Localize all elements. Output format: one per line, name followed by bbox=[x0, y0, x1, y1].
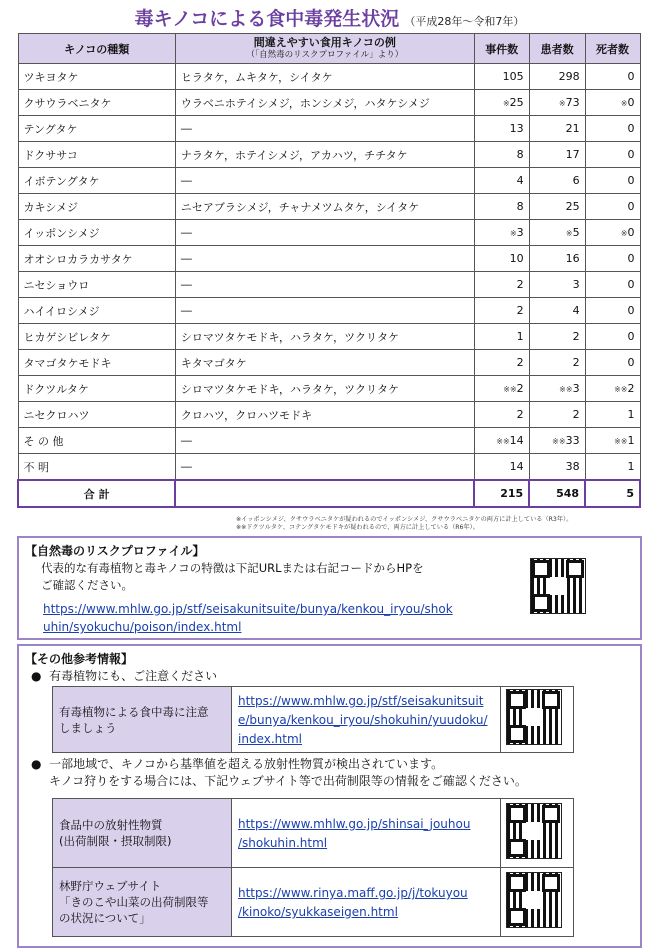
species-cell: 不 明 bbox=[18, 454, 175, 481]
table-row bbox=[18, 64, 640, 90]
asterisk-mark: ※※ bbox=[552, 437, 566, 446]
poisoning-table bbox=[17, 33, 641, 508]
species-cell: ツキヨタケ bbox=[18, 64, 175, 90]
table-row bbox=[18, 220, 640, 246]
patients-cell: 4 bbox=[529, 298, 585, 324]
cases-cell: 2 bbox=[474, 298, 529, 324]
cases-cell: 2 bbox=[474, 402, 529, 428]
header-deaths: 死者数 bbox=[585, 34, 640, 64]
header-confused: 間違えやすい食用キノコの例 （「自然毒のリスクプロファイル」より） bbox=[175, 34, 474, 64]
deaths-cell: ※※1 bbox=[585, 428, 640, 454]
toxic-plant-link[interactable]: https://www.mhlw.go.jp/stf/seisakunitsuit e/bunya/kenkou_iryou/shokuhin/yuudoku/ index.html bbox=[238, 694, 488, 746]
header-cases: 事件数 bbox=[474, 34, 529, 64]
cases-cell: 10 bbox=[474, 246, 529, 272]
confused-cell: ― bbox=[175, 116, 474, 142]
table-row bbox=[18, 90, 640, 116]
toxic-plant-table bbox=[52, 686, 574, 753]
footnote-2: ※※ドクツルタケ、コテングタケモドキが疑われるので、両方に計上している（R6年）。 bbox=[236, 524, 479, 531]
deaths-cell: 0 bbox=[585, 272, 640, 298]
period-label: （平成28年～令和7年） bbox=[404, 15, 525, 28]
toxic-plant-label: 有毒植物による食中毒に注意 しましょう bbox=[53, 687, 232, 753]
species-cell: タマゴタケモドキ bbox=[18, 350, 175, 376]
patients-cell: 38 bbox=[529, 454, 585, 481]
deaths-cell: ※※2 bbox=[585, 376, 640, 402]
confused-cell: クロハツ，クロハツモドキ bbox=[175, 402, 474, 428]
cases-cell: 1 bbox=[474, 324, 529, 350]
patients-cell: ※※3 bbox=[529, 376, 585, 402]
table-row bbox=[18, 168, 640, 194]
patients-cell: ※※33 bbox=[529, 428, 585, 454]
confused-cell: シロマツタケモドキ，ハラタケ，ツクリタケ bbox=[175, 324, 474, 350]
species-cell: カキシメジ bbox=[18, 194, 175, 220]
confused-cell: ― bbox=[175, 272, 474, 298]
other-info-heading: 【その他参考情報】 bbox=[25, 652, 134, 666]
qr-code-icon bbox=[506, 803, 562, 859]
species-cell: ヒカゲシビレタケ bbox=[18, 324, 175, 350]
asterisk-mark: ※ bbox=[502, 99, 510, 108]
species-cell: テングタケ bbox=[18, 116, 175, 142]
table-row bbox=[18, 246, 640, 272]
patients-cell: 16 bbox=[529, 246, 585, 272]
table-row bbox=[18, 376, 640, 402]
forestry-link[interactable]: https://www.rinya.maff.go.jp/j/tokuyou /kinoko/syukkaseigen.html bbox=[238, 886, 468, 919]
bullet-radioactive: ● 一部地域で、キノコから基準値を超える放射性物質が検出されています。 キノコ狩りをする場合には、下記ウェブサイト等で出荷制限等の情報をご確認ください。 bbox=[31, 757, 527, 788]
radioactive-link[interactable]: https://www.mhlw.go.jp/shinsai_jouhou /shokuhin.html bbox=[238, 817, 471, 850]
patients-cell: 2 bbox=[529, 350, 585, 376]
patients-cell: 298 bbox=[529, 64, 585, 90]
species-cell: オオシロカラカサタケ bbox=[18, 246, 175, 272]
patients-cell: 2 bbox=[529, 324, 585, 350]
table-row bbox=[18, 324, 640, 350]
asterisk-mark: ※※ bbox=[614, 437, 628, 446]
table-row bbox=[18, 116, 640, 142]
asterisk-mark: ※ bbox=[509, 229, 517, 238]
cases-cell: 14 bbox=[474, 454, 529, 481]
table-row bbox=[18, 402, 640, 428]
deaths-cell: 0 bbox=[585, 246, 640, 272]
species-cell: イボテングタケ bbox=[18, 168, 175, 194]
deaths-cell: 0 bbox=[585, 298, 640, 324]
patients-cell: 17 bbox=[529, 142, 585, 168]
cases-cell: 8 bbox=[474, 142, 529, 168]
deaths-cell: ※0 bbox=[585, 90, 640, 116]
deaths-cell: 0 bbox=[585, 116, 640, 142]
forestry-label: 林野庁ウェブサイト 「きのこや山菜の出荷制限等 の状況について」 bbox=[53, 868, 232, 937]
deaths-cell: 0 bbox=[585, 168, 640, 194]
deaths-cell: 0 bbox=[585, 64, 640, 90]
species-cell: ドクササコ bbox=[18, 142, 175, 168]
footnote-1: ※イッポンシメジ、クサウラベニタケが疑われるのでイッポンシメジ、クサウラベニタケの両方に計上している（R3年）。 bbox=[236, 516, 573, 523]
page-title-area bbox=[0, 4, 659, 31]
asterisk-mark: ※ bbox=[620, 99, 628, 108]
risk-profile-box bbox=[17, 536, 642, 640]
confused-cell: ヒラタケ，ムキタケ，シイタケ bbox=[175, 64, 474, 90]
header-patients: 患者数 bbox=[529, 34, 585, 64]
confused-cell: シロマツタケモドキ，ハラタケ，ツクリタケ bbox=[175, 376, 474, 402]
qr-code-icon bbox=[506, 872, 562, 928]
total-label: 合 計 bbox=[18, 480, 175, 507]
patients-cell: 21 bbox=[529, 116, 585, 142]
cases-cell: 13 bbox=[474, 116, 529, 142]
asterisk-mark: ※※ bbox=[614, 385, 628, 394]
table-row bbox=[18, 298, 640, 324]
table-row bbox=[18, 350, 640, 376]
species-cell: ニセショウロ bbox=[18, 272, 175, 298]
species-cell: クサウラベニタケ bbox=[18, 90, 175, 116]
page-title: 毒キノコによる食中毒発生状況 bbox=[134, 8, 400, 30]
deaths-cell: 1 bbox=[585, 454, 640, 481]
patients-cell: ※5 bbox=[529, 220, 585, 246]
patients-cell: 25 bbox=[529, 194, 585, 220]
header-species: キノコの種類 bbox=[18, 34, 175, 64]
confused-cell: ― bbox=[175, 428, 474, 454]
table-row bbox=[18, 272, 640, 298]
confused-cell: ナラタケ，ホテイシメジ，アカハツ，チチタケ bbox=[175, 142, 474, 168]
species-cell: ドクツルタケ bbox=[18, 376, 175, 402]
table-row bbox=[18, 428, 640, 454]
total-blank bbox=[175, 480, 474, 507]
confused-cell: ― bbox=[175, 454, 474, 481]
patients-cell: 3 bbox=[529, 272, 585, 298]
confused-cell: ― bbox=[175, 220, 474, 246]
qr-code-icon bbox=[506, 689, 562, 745]
confused-cell: ― bbox=[175, 168, 474, 194]
total-cases: 215 bbox=[474, 480, 529, 507]
confused-cell: ウラベニホテイシメジ，ホンシメジ，ハタケシメジ bbox=[175, 90, 474, 116]
total-row bbox=[18, 480, 640, 507]
total-deaths: 5 bbox=[585, 480, 640, 507]
other-info-box bbox=[17, 644, 642, 948]
species-cell: イッポンシメジ bbox=[18, 220, 175, 246]
bullet-toxic-plants: ● 有毒植物にも、ご注意ください bbox=[31, 669, 218, 683]
asterisk-mark: ※ bbox=[620, 229, 628, 238]
patients-cell: ※73 bbox=[529, 90, 585, 116]
deaths-cell: 0 bbox=[585, 194, 640, 220]
cases-cell: ※25 bbox=[474, 90, 529, 116]
cases-cell: 8 bbox=[474, 194, 529, 220]
asterisk-mark: ※ bbox=[565, 229, 573, 238]
deaths-cell: 0 bbox=[585, 324, 640, 350]
cases-cell: 4 bbox=[474, 168, 529, 194]
cases-cell: 2 bbox=[474, 272, 529, 298]
risk-profile-heading: 【自然毒のリスクプロファイル】 bbox=[25, 544, 205, 558]
deaths-cell: 0 bbox=[585, 350, 640, 376]
deaths-cell: ※0 bbox=[585, 220, 640, 246]
total-patients: 548 bbox=[529, 480, 585, 507]
cases-cell: ※※14 bbox=[474, 428, 529, 454]
radioactive-table bbox=[52, 798, 574, 937]
cases-cell: ※※2 bbox=[474, 376, 529, 402]
deaths-cell: 1 bbox=[585, 402, 640, 428]
radioactive-label: 食品中の放射性物質 (出荷制限・摂取制限) bbox=[53, 799, 232, 868]
confused-cell: ― bbox=[175, 246, 474, 272]
cases-cell: 105 bbox=[474, 64, 529, 90]
asterisk-mark: ※※ bbox=[496, 437, 510, 446]
table-row bbox=[18, 454, 640, 481]
header-confused-note: （「自然毒のリスクプロファイル」より） bbox=[246, 49, 404, 60]
asterisk-mark: ※ bbox=[558, 99, 566, 108]
cases-cell: 2 bbox=[474, 350, 529, 376]
confused-cell: ― bbox=[175, 298, 474, 324]
asterisk-mark: ※※ bbox=[503, 385, 517, 394]
qr-code-icon bbox=[530, 558, 586, 614]
table-row bbox=[18, 142, 640, 168]
table-row bbox=[18, 194, 640, 220]
species-cell: ニセクロハツ bbox=[18, 402, 175, 428]
cases-cell: ※3 bbox=[474, 220, 529, 246]
species-cell: そ の 他 bbox=[18, 428, 175, 454]
patients-cell: 6 bbox=[529, 168, 585, 194]
patients-cell: 2 bbox=[529, 402, 585, 428]
risk-profile-text: 代表的な有毒植物と毒キノコの特徴は下記URLまたは右記コードからHPを ご確認ください。 bbox=[41, 561, 424, 592]
confused-cell: キタマゴタケ bbox=[175, 350, 474, 376]
species-cell: ハイイロシメジ bbox=[18, 298, 175, 324]
asterisk-mark: ※※ bbox=[559, 385, 573, 394]
deaths-cell: 0 bbox=[585, 142, 640, 168]
confused-cell: ニセアブラシメジ，チャナメツムタケ，シイタケ bbox=[175, 194, 474, 220]
risk-profile-link[interactable]: https://www.mhlw.go.jp/stf/seisakunitsuite/bunya/kenkou_iryou/shok uhin/syokuchu/poison/index.html bbox=[43, 602, 453, 634]
footnotes bbox=[236, 516, 572, 532]
